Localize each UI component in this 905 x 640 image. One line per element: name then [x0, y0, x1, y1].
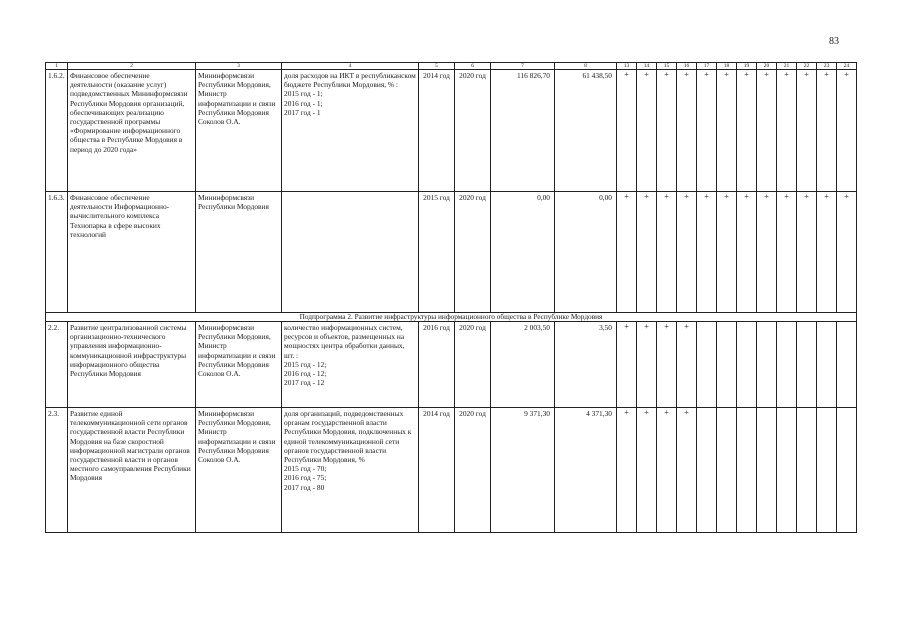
mark-cell — [777, 408, 797, 533]
page-number: 83 — [829, 36, 839, 47]
plan-table — [45, 62, 857, 533]
executor: Мининформсвязи Республики Мордовия — [196, 192, 282, 313]
header-cell: 23 — [817, 63, 837, 70]
mark-cell: + — [637, 408, 657, 533]
row-number: 1.6.3. — [46, 192, 68, 313]
header-cell: 19 — [737, 63, 757, 70]
header-cell: 20 — [757, 63, 777, 70]
executor: Мининформсвязи Республики Мордовия, Министр информатизации и связи Республики Мордовия Соколов О.А. — [196, 408, 282, 533]
header-cell: 14 — [637, 63, 657, 70]
mark-cell: + — [757, 192, 777, 313]
mark-cell — [797, 322, 817, 408]
header-cell: 6 — [455, 63, 491, 70]
start-year: 2014 год — [419, 70, 455, 192]
mark-cell — [817, 322, 837, 408]
row-number: 1.6.2. — [46, 70, 68, 192]
row-number: 2.2. — [46, 322, 68, 408]
mark-cell: + — [777, 70, 797, 192]
mark-cell: + — [697, 70, 717, 192]
measure-name: Финансовое обеспечение деятельности (оказание услуг) подведомственных Мининформсвязи Республики Мордовия организаций, обеспечивающих реализацию государственной программы «Формирование информационного общества в Республике Мордовия в период до 2020 года» — [68, 70, 196, 192]
mark-cell: + — [677, 408, 697, 533]
mark-cell: + — [617, 192, 637, 313]
mark-cell: + — [637, 70, 657, 192]
indicator — [282, 192, 419, 313]
mark-cell — [757, 322, 777, 408]
sum-budget: 0,00 — [555, 192, 617, 313]
header-cell: 7 — [491, 63, 555, 70]
mark-cell: + — [757, 70, 777, 192]
mark-cell: + — [677, 70, 697, 192]
measure-name: Развитие единой телекоммуникационной сети органов государственной власти Республики Мордовия на базе скоростной информационной магистрали органов государственной власти и органов местного самоуправления Республики Мордовия — [68, 408, 196, 533]
header-cell: 2 — [68, 63, 196, 70]
table-row — [46, 408, 857, 533]
mark-cell — [837, 408, 857, 533]
table-row — [46, 192, 857, 313]
start-year: 2014 год — [419, 408, 455, 533]
header-cell: 22 — [797, 63, 817, 70]
mark-cell: + — [717, 192, 737, 313]
start-year: 2015 год — [419, 192, 455, 313]
mark-cell — [737, 408, 757, 533]
mark-cell: + — [677, 322, 697, 408]
subprogram-title: Подпрограмма 2. Развитие инфраструктуры информационного общества в Республике Мордовия — [46, 313, 857, 322]
mark-cell: + — [797, 70, 817, 192]
sum-total: 9 371,30 — [491, 408, 555, 533]
mark-cell: + — [637, 322, 657, 408]
table-row — [46, 322, 857, 408]
header-cell: 13 — [617, 63, 637, 70]
indicator: количество информационных систем, ресурсов и объектов, размещенных на мощностях центра обработки данных, шт. : 2015 год - 12; 2016 год - 12; 2017 год - 12 — [282, 322, 419, 408]
mark-cell: + — [777, 192, 797, 313]
table-row — [46, 70, 857, 192]
header-cell: 18 — [717, 63, 737, 70]
sum-budget: 3,50 — [555, 322, 617, 408]
mark-cell: + — [717, 70, 737, 192]
mark-cell — [757, 408, 777, 533]
row-number: 2.3. — [46, 408, 68, 533]
header-cell: 16 — [677, 63, 697, 70]
end-year: 2020 год — [455, 322, 491, 408]
mark-cell — [737, 322, 757, 408]
mark-cell — [717, 322, 737, 408]
mark-cell — [717, 408, 737, 533]
mark-cell: + — [617, 408, 637, 533]
executor: Мининформсвязи Республики Мордовия, Министр информатизации и связи Республики Мордовия Соколов О.А. — [196, 70, 282, 192]
indicator: доля организаций, подведомственных органам государственной власти Республики Мордовия, подключенных к единой телекоммуникационной сети органов государственной власти Республики Мордовия, % 2015 год - 70; 2016 год - 75; 2017 год - 80 — [282, 408, 419, 533]
mark-cell — [817, 408, 837, 533]
mark-cell: + — [617, 322, 637, 408]
measure-name: Финансовое обеспечение деятельности Информационно-вычислительного комплекса Технопарка в сфере высоких технологий — [68, 192, 196, 313]
mark-cell: + — [657, 70, 677, 192]
mark-cell: + — [657, 322, 677, 408]
mark-cell — [697, 408, 717, 533]
mark-cell: + — [797, 192, 817, 313]
mark-cell: + — [657, 192, 677, 313]
mark-cell: + — [657, 408, 677, 533]
end-year: 2020 год — [455, 192, 491, 313]
header-cell: 4 — [282, 63, 419, 70]
mark-cell: + — [817, 192, 837, 313]
mark-cell — [797, 408, 817, 533]
mark-cell — [837, 322, 857, 408]
mark-cell: + — [837, 192, 857, 313]
mark-cell: + — [677, 192, 697, 313]
mark-cell: + — [737, 70, 757, 192]
end-year: 2020 год — [455, 408, 491, 533]
sum-budget: 4 371,30 — [555, 408, 617, 533]
indicator: доля расходов на ИКТ в республиканском бюджете Республики Мордовия, % : 2015 год - 1; 2016 год - 1; 2017 год - 1 — [282, 70, 419, 192]
mark-cell: + — [617, 70, 637, 192]
header-cell: 15 — [657, 63, 677, 70]
mark-cell: + — [837, 70, 857, 192]
executor: Мининформсвязи Республики Мордовия, Министр информатизации и связи Республики Мордовия Соколов О.А. — [196, 322, 282, 408]
mark-cell: + — [737, 192, 757, 313]
end-year: 2020 год — [455, 70, 491, 192]
mark-cell: + — [697, 192, 717, 313]
mark-cell — [697, 322, 717, 408]
header-cell: 8 — [555, 63, 617, 70]
mark-cell: + — [637, 192, 657, 313]
sum-total: 0,00 — [491, 192, 555, 313]
header-cell: 1 — [46, 63, 68, 70]
measure-name: Развитие централизованной системы организационно-технического управления информационно-коммуникационной инфраструктуры информационного общества Республики Мордовия — [68, 322, 196, 408]
subprogram-row — [46, 313, 857, 322]
mark-cell — [777, 322, 797, 408]
header-row — [46, 63, 857, 70]
header-cell: 5 — [419, 63, 455, 70]
header-cell: 21 — [777, 63, 797, 70]
sum-total: 116 826,70 — [491, 70, 555, 192]
mark-cell: + — [817, 70, 837, 192]
sum-budget: 61 438,50 — [555, 70, 617, 192]
header-cell: 17 — [697, 63, 717, 70]
header-cell: 3 — [196, 63, 282, 70]
sum-total: 2 003,50 — [491, 322, 555, 408]
header-cell: 24 — [837, 63, 857, 70]
start-year: 2016 год — [419, 322, 455, 408]
